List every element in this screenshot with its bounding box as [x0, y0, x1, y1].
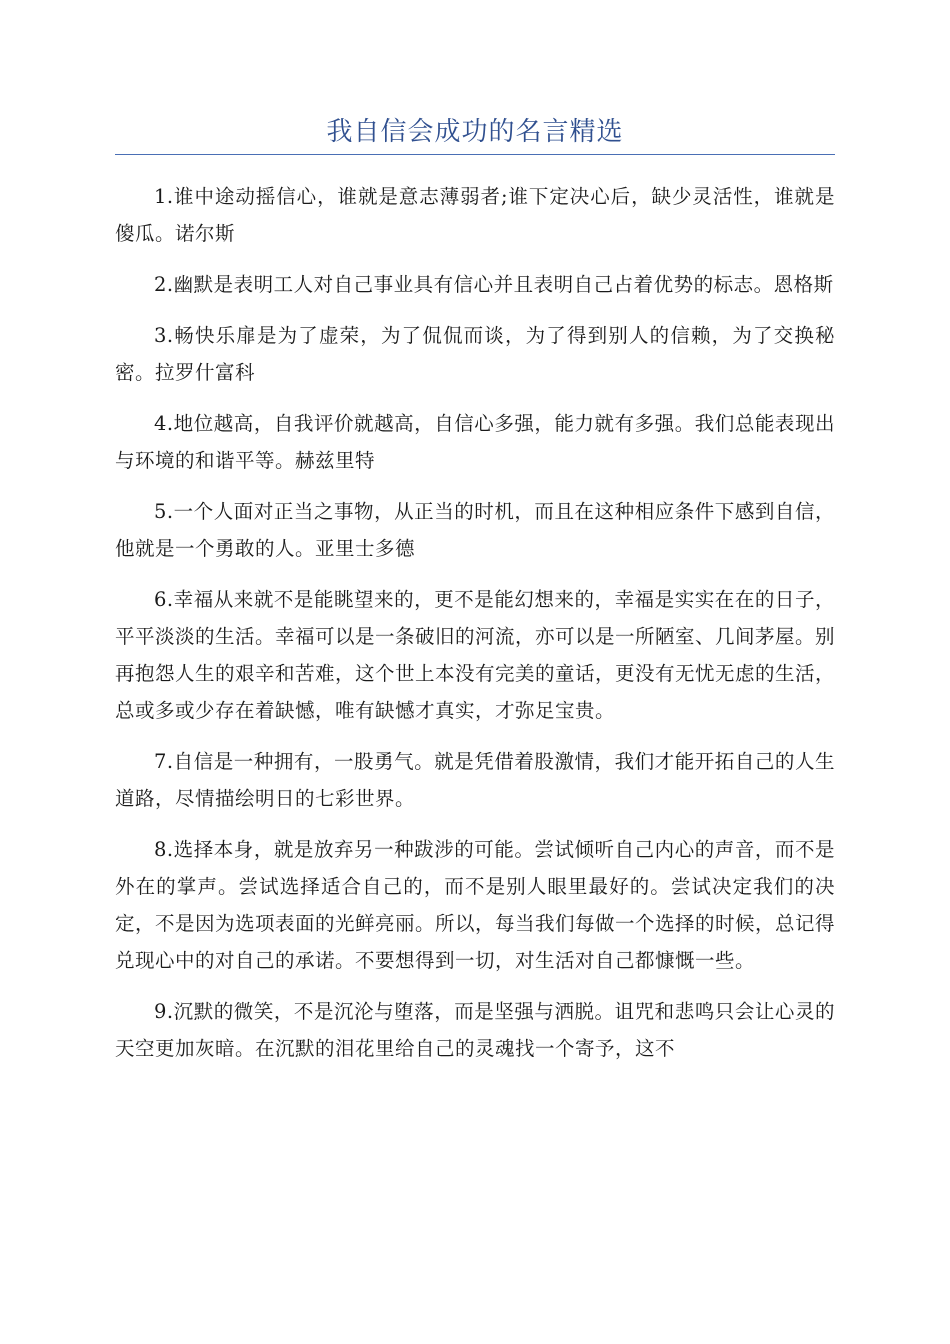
- quote-paragraph-7: 7.自信是一种拥有，一股勇气。就是凭借着股激情，我们才能开拓自己的人生道路，尽情描绘明日的七彩世界。: [115, 750, 835, 810]
- quote-paragraph-8: 8.选择本身，就是放弃另一种跋涉的可能。尝试倾听自己内心的声音，而不是外在的掌声。尝试选择适合自己的，而不是别人眼里最好的。尝试决定我们的决定，不是因为选项表面的光鲜亮丽。所以，每当我们每做一个选择的时候，总记得兑现心中的对自己的承诺。不要想得到一切，对生活对自己都慷慨一些。: [115, 838, 836, 972]
- quote-paragraph-4: 4.地位越高，自我评价就越高，自信心多强，能力就有多强。我们总能表现出与环境的和谐平等。赫兹里特: [115, 412, 835, 472]
- quote-paragraph-3: 3.畅快乐扉是为了虚荣，为了侃侃而谈，为了得到别人的信赖，为了交换秘密。拉罗什富科: [115, 324, 835, 384]
- title-underline: [115, 154, 835, 155]
- quote-paragraph-6: 6.幸福从来就不是能眺望来的，更不是能幻想来的，幸福是实实在在的日子，平平淡淡的生活。幸福可以是一条破旧的河流，亦可以是一所陋室、几间茅屋。别再抱怨人生的艰辛和苦难，这个世上本没有完美的童话，更没有无忧无虑的生活，总或多或少存在着缺憾，唯有缺憾才真实，才弥足宝贵。: [115, 588, 836, 722]
- document-title: 我自信会成功的名言精选: [326, 117, 624, 147]
- quote-paragraph-2: 2.幽默是表明工人对自己事业具有信心并且表明自己占着优势的标志。恩格斯: [154, 273, 834, 296]
- document-body: [115, 178, 835, 1081]
- quote-paragraph-1: 1.谁中途动摇信心，谁就是意志薄弱者;谁下定决心后，缺少灵活性，谁就是傻瓜。诺尔斯: [115, 185, 835, 245]
- quote-paragraph-9: 9.沉默的微笑，不是沉沦与堕落，而是坚强与洒脱。诅咒和悲鸣只会让心灵的天空更加灰暗。在沉默的泪花里给自己的灵魂找一个寄予，这不: [115, 1000, 835, 1060]
- quote-paragraph-5: 5.一个人面对正当之事物，从正当的时机，而且在这种相应条件下感到自信，他就是一个勇敢的人。亚里士多德: [115, 500, 835, 560]
